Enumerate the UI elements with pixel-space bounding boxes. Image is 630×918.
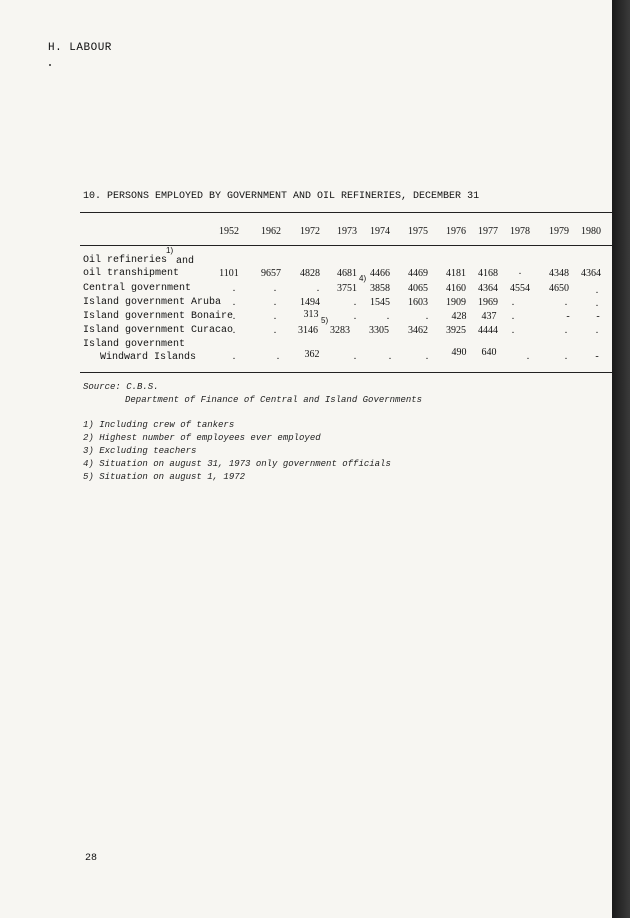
cell-bonaire-1962: .: [273, 311, 277, 322]
cell-central-1973: 3751: [337, 283, 357, 294]
cell-oil-1952: 1101: [219, 268, 239, 279]
cell-curacao-1980: .: [595, 325, 599, 336]
row-label-oil-refineries: Oil refineries: [83, 255, 168, 266]
year-1962: 1962: [261, 226, 281, 237]
cell-aruba-1952: .: [232, 297, 236, 308]
cell-windward-1972: 362: [304, 349, 320, 360]
cell-bonaire-1952: .: [232, 311, 236, 322]
cell-central-1962: .: [273, 283, 277, 294]
cell-aruba-1978: .: [511, 297, 515, 308]
year-1972: 1972: [300, 226, 320, 237]
row-label-windward-islands: Windward Islands: [100, 352, 197, 363]
cell-windward-1962: .: [276, 351, 280, 362]
cell-aruba-1974: 1545: [370, 297, 390, 308]
cell-windward-1979: .: [564, 351, 568, 362]
footnote-marker-1: 1): [166, 246, 174, 255]
cell-windward-1952: .: [232, 351, 236, 362]
cell-central-1979: 4650: [549, 283, 569, 294]
row-label-central-government: Central government: [83, 283, 192, 294]
cell-bonaire-1976: 428: [451, 311, 467, 322]
year-1979: 1979: [549, 226, 569, 237]
row-label-island-government-curacao: Island government Curacao: [83, 325, 234, 336]
cell-curacao-1978: .: [511, 325, 515, 336]
cell-oil-1978: .: [518, 266, 522, 277]
row-label-island-government-bonaire: Island government Bonaire: [83, 311, 234, 322]
cell-aruba-1975: 1603: [408, 297, 428, 308]
year-1980: 1980: [581, 226, 601, 237]
cell-windward-1974: .: [388, 351, 392, 362]
cell-oil-1977: 4168: [478, 268, 498, 279]
cell-oil-1962: 9657: [261, 268, 281, 279]
note-4: 4) Situation on august 31, 1973 only government officials: [83, 459, 391, 469]
note-2: 2) Highest number of employees ever employed: [83, 433, 321, 443]
cell-aruba-1979: .: [564, 297, 568, 308]
ink-speck: [49, 64, 51, 66]
cell-curacao-1972: 3146: [298, 325, 318, 336]
cell-oil-1976: 4181: [446, 268, 466, 279]
footnote-marker-5: 5): [321, 316, 329, 325]
cell-curacao-1977: 4444: [478, 325, 498, 336]
section-header: H. LABOUR: [48, 42, 112, 54]
cell-bonaire-1980: -: [596, 311, 600, 322]
cell-central-1978: 4554: [510, 283, 530, 294]
cell-oil-1980: 4364: [581, 268, 601, 279]
cell-central-1976: 4160: [446, 283, 466, 294]
cell-aruba-1980: .: [595, 298, 599, 309]
cell-windward-1973: .: [353, 351, 357, 362]
cell-central-1952: .: [232, 283, 236, 294]
year-1977: 1977: [478, 226, 498, 237]
cell-aruba-1976: 1909: [446, 297, 466, 308]
row-label-island-government: Island government: [83, 339, 186, 350]
table-bottom-rule: [80, 372, 612, 373]
header-bottom-rule: [80, 245, 612, 246]
cell-curacao-1976: 3925: [446, 325, 466, 336]
cell-windward-1977: 640: [481, 347, 497, 358]
cell-central-1977: 4364: [478, 283, 498, 294]
cell-curacao-1975: 3462: [408, 325, 428, 336]
table-top-rule: [80, 212, 612, 213]
cell-bonaire-1977: 437: [481, 311, 497, 322]
scan-edge: [612, 0, 630, 918]
page-number: 28: [85, 853, 98, 864]
table-title: 10. PERSONS EMPLOYED BY GOVERNMENT AND OIL REFINERIES, DECEMBER 31: [83, 191, 480, 202]
cell-windward-1976: 490: [451, 347, 467, 358]
year-1978: 1978: [510, 226, 530, 237]
cell-aruba-1962: .: [273, 297, 277, 308]
cell-windward-1978: .: [526, 351, 530, 362]
cell-bonaire-1978: .: [511, 311, 515, 322]
cell-curacao-1973: 3283: [330, 325, 350, 336]
cell-oil-1975: 4469: [408, 268, 428, 279]
cell-curacao-1952: .: [232, 325, 236, 336]
row-label-oil-transhipment: oil transhipment: [83, 268, 180, 279]
cell-curacao-1979: .: [564, 325, 568, 336]
cell-windward-1975: .: [425, 351, 429, 362]
year-1974: 1974: [370, 226, 390, 237]
cell-aruba-1973: .: [353, 297, 357, 308]
cell-central-1972: .: [316, 283, 320, 294]
cell-curacao-1974: 3305: [369, 325, 389, 336]
cell-central-1980: .: [595, 285, 599, 296]
cell-windward-1980: -: [595, 351, 599, 362]
note-3: 3) Excluding teachers: [83, 446, 197, 456]
cell-bonaire-1979: -: [566, 311, 570, 322]
cell-aruba-1977: 1969: [478, 297, 498, 308]
cell-aruba-1972: 1494: [300, 297, 320, 308]
row-label-and: and: [176, 256, 195, 267]
cell-oil-1973: 4681: [337, 268, 357, 279]
cell-bonaire-1974: .: [386, 311, 390, 322]
note-5: 5) Situation on august 1, 1972: [83, 472, 246, 482]
cell-curacao-1962: .: [273, 325, 277, 336]
cell-central-1975: 4065: [408, 283, 428, 294]
cell-central-1974: 3858: [370, 283, 390, 294]
row-label-island-government-aruba: Island government Aruba: [83, 297, 222, 308]
year-1952: 1952: [219, 226, 239, 237]
cell-oil-1972: 4828: [300, 268, 320, 279]
source-subline: Department of Finance of Central and Island Governments: [125, 395, 423, 405]
note-1: 1) Including crew of tankers: [83, 420, 235, 430]
source-line: Source: C.B.S.: [83, 382, 159, 392]
footnote-marker-4: 4): [359, 274, 367, 283]
cell-oil-1974: 4466: [370, 268, 390, 279]
year-1975: 1975: [408, 226, 428, 237]
year-1976: 1976: [446, 226, 466, 237]
cell-bonaire-1972: 313: [303, 309, 319, 320]
cell-bonaire-1973: .: [353, 311, 357, 322]
cell-oil-1979: 4348: [549, 268, 569, 279]
year-1973: 1973: [337, 226, 357, 237]
cell-bonaire-1975: .: [425, 311, 429, 322]
